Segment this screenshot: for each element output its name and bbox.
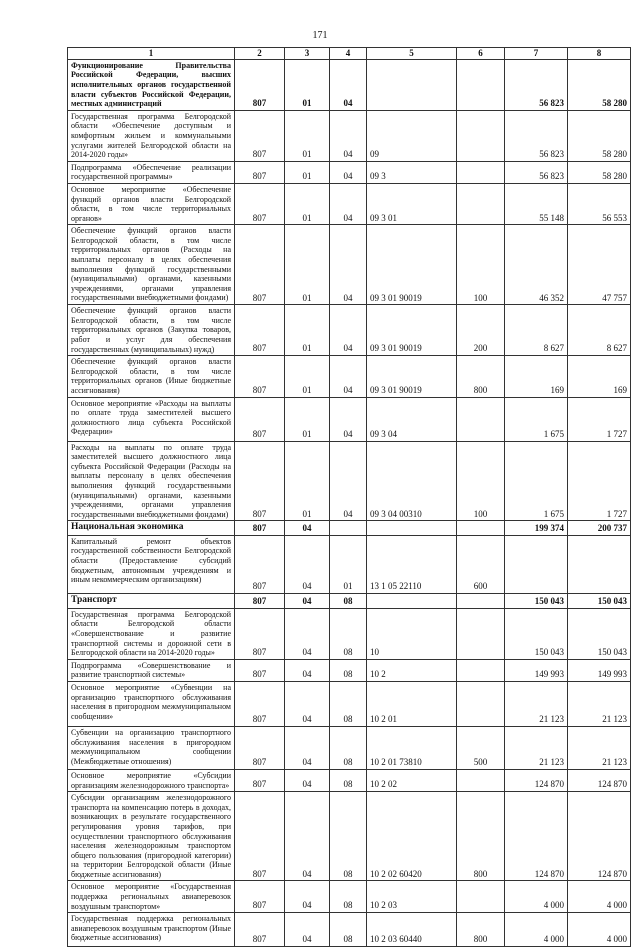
row-section-code: 04 [285, 913, 330, 947]
header-col-7: 7 [505, 48, 568, 60]
table-row [68, 881, 631, 913]
row-amount-year-2 [568, 535, 631, 593]
row-section-code: 04 [285, 535, 330, 593]
row-subsection-code: 08 [330, 881, 367, 913]
page-number: 171 [312, 30, 328, 41]
row-expense-type [457, 593, 505, 608]
row-amount-year-1: 21 123 [505, 681, 568, 726]
row-ministry-code: 807 [235, 110, 285, 161]
row-expense-type [457, 881, 505, 913]
row-subsection-code: 08 [330, 769, 367, 791]
row-amount-year-1: 124 870 [505, 792, 568, 881]
row-section-code: 01 [285, 305, 330, 356]
row-description: Расходы на выплаты по оплате труда заместителей высшего должностного лица субъекта Российской Федерации (Расходы на выплаты персоналу в целях обеспечения выполнения функций государственными (муниципальными) органами, казенными учреждениями, органами управления государственными внебюджетными фондами) [68, 441, 235, 521]
row-section-code: 04 [285, 681, 330, 726]
table-row [68, 110, 631, 161]
row-subsection-code: 04 [330, 305, 367, 356]
row-target-article [367, 59, 457, 110]
row-amount-year-2: 150 043 [568, 608, 631, 659]
row-description: Обеспечение функций органов власти Белгородской области, в том числе территориальных органов (Закупка товаров, работ и услуг для обеспечения государственных (муниципальных) нужд) [68, 305, 235, 356]
table-row [68, 608, 631, 659]
row-target-article: 09 3 01 90019 [367, 225, 457, 305]
row-subsection-code: 04 [330, 110, 367, 161]
row-description: Обеспечение функций органов власти Белгородской области, в том числе территориальных органов (Расходы на выплаты персоналу в целях обеспечения выполнения функций государственными (муниципальными) органами, казенными учреждениями, органами управления государственными внебюджетными фондами) [68, 225, 235, 305]
row-section-code: 04 [285, 593, 330, 608]
row-subsection-code: 08 [330, 681, 367, 726]
table-body [68, 59, 631, 946]
header-col-1: 1 [68, 48, 235, 60]
row-target-article: 10 [367, 608, 457, 659]
row-description: Субсидии организациям железнодорожного транспорта на компенсацию потерь в доходах, возникающих в результате государственного регулирования уровня тарифов, при осуществлении транспортного обслуживания населения железнодорожным транспортом общего пользования (пригородной категории) на территории Белгородской области (Иные бюджетные ассигнования) [68, 792, 235, 881]
row-target-article: 10 2 02 [367, 769, 457, 791]
row-description: Основное мероприятие «Субвенции на организацию транспортного обслуживания населения в пригородном межмуниципальном сообщении» [68, 681, 235, 726]
table-row [68, 769, 631, 791]
row-section-code: 04 [285, 659, 330, 681]
row-subsection-code: 08 [330, 726, 367, 769]
table-row [68, 681, 631, 726]
row-expense-type [457, 397, 505, 441]
row-amount-year-1: 8 627 [505, 305, 568, 356]
row-ministry-code: 807 [235, 183, 285, 224]
row-amount-year-1: 150 043 [505, 593, 568, 608]
table-row [68, 183, 631, 224]
row-ministry-code: 807 [235, 59, 285, 110]
row-subsection-code: 08 [330, 593, 367, 608]
row-expense-type [457, 769, 505, 791]
row-ministry-code: 807 [235, 792, 285, 881]
row-subsection-code: 04 [330, 225, 367, 305]
row-amount-year-1: 46 352 [505, 225, 568, 305]
row-description: Субвенции на организацию транспортного обслуживания населения в пригородном межмуниципальном сообщении (Межбюджетные отношения) [68, 726, 235, 769]
table-row [68, 59, 631, 110]
row-ministry-code: 807 [235, 913, 285, 947]
row-amount-year-1: 4 000 [505, 913, 568, 947]
row-description: Национальная экономика [68, 521, 235, 535]
row-amount-year-2: 1 727 [568, 397, 631, 441]
row-amount-year-1: 1 675 [505, 441, 568, 521]
row-subsection-code: 08 [330, 792, 367, 881]
row-section-code: 01 [285, 397, 330, 441]
row-subsection-code: 04 [330, 397, 367, 441]
row-section-code: 04 [285, 726, 330, 769]
row-subsection-code: 01 [330, 535, 367, 593]
row-target-article: 10 2 02 60420 [367, 792, 457, 881]
row-section-code: 01 [285, 59, 330, 110]
row-description: Основное мероприятие «Расходы на выплаты по оплате труда заместителей высшего должностного лица субъекта Российской Федерации» [68, 397, 235, 441]
row-subsection-code: 08 [330, 608, 367, 659]
row-ministry-code: 807 [235, 769, 285, 791]
row-ministry-code: 807 [235, 397, 285, 441]
table-row [68, 521, 631, 535]
row-amount-year-1: 55 148 [505, 183, 568, 224]
row-subsection-code: 08 [330, 913, 367, 947]
row-amount-year-2: 169 [568, 356, 631, 397]
table-row [68, 397, 631, 441]
row-ministry-code: 807 [235, 681, 285, 726]
row-target-article: 10 2 01 73810 [367, 726, 457, 769]
row-amount-year-2: 21 123 [568, 681, 631, 726]
row-amount-year-2: 200 737 [568, 521, 631, 535]
row-amount-year-1: 56 823 [505, 161, 568, 183]
row-subsection-code: 08 [330, 659, 367, 681]
row-amount-year-1: 56 823 [505, 110, 568, 161]
table-row [68, 356, 631, 397]
header-row [68, 48, 631, 60]
row-ministry-code: 807 [235, 305, 285, 356]
table-row [68, 535, 631, 593]
row-description: Обеспечение функций органов власти Белгородской области, в том числе территориальных органов (Иные бюджетные ассигнования) [68, 356, 235, 397]
row-target-article: 09 3 01 90019 [367, 356, 457, 397]
row-ministry-code: 807 [235, 881, 285, 913]
row-expense-type: 500 [457, 726, 505, 769]
table-row [68, 792, 631, 881]
row-expense-type [457, 110, 505, 161]
row-target-article: 09 3 [367, 161, 457, 183]
row-amount-year-2: 124 870 [568, 792, 631, 881]
row-amount-year-2: 149 993 [568, 659, 631, 681]
row-amount-year-1: 199 374 [505, 521, 568, 535]
row-section-code: 01 [285, 183, 330, 224]
row-subsection-code: 04 [330, 183, 367, 224]
row-amount-year-2: 58 280 [568, 161, 631, 183]
row-amount-year-2: 150 043 [568, 593, 631, 608]
row-description: Государственная программа Белгородской области «Обеспечение доступным и комфортным жильем и коммунальными услугами жителей Белгородской области на 2014-2020 годы» [68, 110, 235, 161]
row-target-article: 10 2 03 [367, 881, 457, 913]
row-expense-type: 200 [457, 305, 505, 356]
header-col-2: 2 [235, 48, 285, 60]
row-amount-year-1: 149 993 [505, 659, 568, 681]
table-row [68, 441, 631, 521]
row-target-article: 10 2 01 [367, 681, 457, 726]
row-description: Транспорт [68, 593, 235, 608]
row-description: Государственная поддержка региональных авиаперевозок воздушным транспортом (Иные бюджетные ассигнования) [68, 913, 235, 947]
row-section-code: 01 [285, 225, 330, 305]
budget-table [67, 47, 631, 947]
row-section-code: 01 [285, 161, 330, 183]
row-expense-type: 800 [457, 356, 505, 397]
row-expense-type [457, 659, 505, 681]
row-target-article [367, 593, 457, 608]
row-amount-year-1: 169 [505, 356, 568, 397]
header-col-5: 5 [367, 48, 457, 60]
row-target-article: 09 [367, 110, 457, 161]
row-subsection-code: 04 [330, 59, 367, 110]
row-expense-type [457, 59, 505, 110]
row-ministry-code: 807 [235, 593, 285, 608]
header-col-3: 3 [285, 48, 330, 60]
header-col-6: 6 [457, 48, 505, 60]
row-ministry-code: 807 [235, 608, 285, 659]
row-ministry-code: 807 [235, 441, 285, 521]
row-description: Основное мероприятие «Субсидии организациям железнодорожного транспорта» [68, 769, 235, 791]
row-amount-year-1: 4 000 [505, 881, 568, 913]
row-amount-year-1: 56 823 [505, 59, 568, 110]
row-expense-type [457, 521, 505, 535]
row-amount-year-1: 1 675 [505, 397, 568, 441]
row-ministry-code: 807 [235, 726, 285, 769]
row-target-article: 09 3 04 00310 [367, 441, 457, 521]
row-amount-year-2: 4 000 [568, 881, 631, 913]
header-col-8: 8 [568, 48, 631, 60]
row-target-article: 13 1 05 22110 [367, 535, 457, 593]
row-amount-year-1: 21 123 [505, 726, 568, 769]
row-description: Подпрограмма «Совершенствование и развитие транспортной системы» [68, 659, 235, 681]
row-expense-type: 100 [457, 441, 505, 521]
row-ministry-code: 807 [235, 659, 285, 681]
row-expense-type [457, 161, 505, 183]
row-target-article: 10 2 03 60440 [367, 913, 457, 947]
row-expense-type: 600 [457, 535, 505, 593]
row-expense-type: 800 [457, 913, 505, 947]
row-ministry-code: 807 [235, 521, 285, 535]
row-subsection-code [330, 521, 367, 535]
header-col-4: 4 [330, 48, 367, 60]
row-subsection-code: 04 [330, 356, 367, 397]
row-section-code: 04 [285, 792, 330, 881]
row-expense-type [457, 681, 505, 726]
row-amount-year-1 [505, 535, 568, 593]
row-expense-type: 800 [457, 792, 505, 881]
row-ministry-code: 807 [235, 161, 285, 183]
row-section-code: 04 [285, 769, 330, 791]
row-target-article: 09 3 04 [367, 397, 457, 441]
row-ministry-code: 807 [235, 356, 285, 397]
row-description: Капитальный ремонт объектов государственной собственности Белгородской области (Предоставление субсидий бюджетным, автономным учреждениям и иным некоммерческим организациям) [68, 535, 235, 593]
row-description: Основное мероприятие «Обеспечение функций органов власти Белгородской области, в том числе территориальных органов» [68, 183, 235, 224]
row-amount-year-1: 124 870 [505, 769, 568, 791]
row-ministry-code: 807 [235, 225, 285, 305]
table-row [68, 659, 631, 681]
row-amount-year-2: 1 727 [568, 441, 631, 521]
row-expense-type [457, 608, 505, 659]
row-section-code: 04 [285, 521, 330, 535]
table-row [68, 726, 631, 769]
row-ministry-code: 807 [235, 535, 285, 593]
row-section-code: 01 [285, 441, 330, 521]
row-amount-year-2: 58 280 [568, 59, 631, 110]
row-target-article: 09 3 01 [367, 183, 457, 224]
table-row [68, 161, 631, 183]
row-amount-year-2: 47 757 [568, 225, 631, 305]
row-target-article [367, 521, 457, 535]
row-amount-year-2: 21 123 [568, 726, 631, 769]
row-amount-year-2: 4 000 [568, 913, 631, 947]
row-description: Подпрограмма «Обеспечение реализации государственной программы» [68, 161, 235, 183]
row-description: Государственная программа Белгородской области Белгородской области «Совершенствование и развитие транспортной системы и дорожной сети в Белгородской области на 2014-2020 годы» [68, 608, 235, 659]
table-row [68, 225, 631, 305]
row-description: Функционирование Правительства Российской Федерации, высших исполнительных органов государственной власти субъектов Российской Федерации, местных администраций [68, 59, 235, 110]
row-section-code: 01 [285, 110, 330, 161]
row-target-article: 10 2 [367, 659, 457, 681]
table-row [68, 593, 631, 608]
row-subsection-code: 04 [330, 441, 367, 521]
row-section-code: 04 [285, 608, 330, 659]
row-expense-type: 100 [457, 225, 505, 305]
row-subsection-code: 04 [330, 161, 367, 183]
table-row [68, 913, 631, 947]
row-expense-type [457, 183, 505, 224]
row-amount-year-2: 124 870 [568, 769, 631, 791]
row-amount-year-1: 150 043 [505, 608, 568, 659]
row-amount-year-2: 56 553 [568, 183, 631, 224]
row-amount-year-2: 58 280 [568, 110, 631, 161]
row-description: Основное мероприятие «Государственная поддержка региональных авиаперевозок воздушным транспортом» [68, 881, 235, 913]
row-section-code: 01 [285, 356, 330, 397]
row-amount-year-2: 8 627 [568, 305, 631, 356]
table-row [68, 305, 631, 356]
row-section-code: 04 [285, 881, 330, 913]
row-target-article: 09 3 01 90019 [367, 305, 457, 356]
